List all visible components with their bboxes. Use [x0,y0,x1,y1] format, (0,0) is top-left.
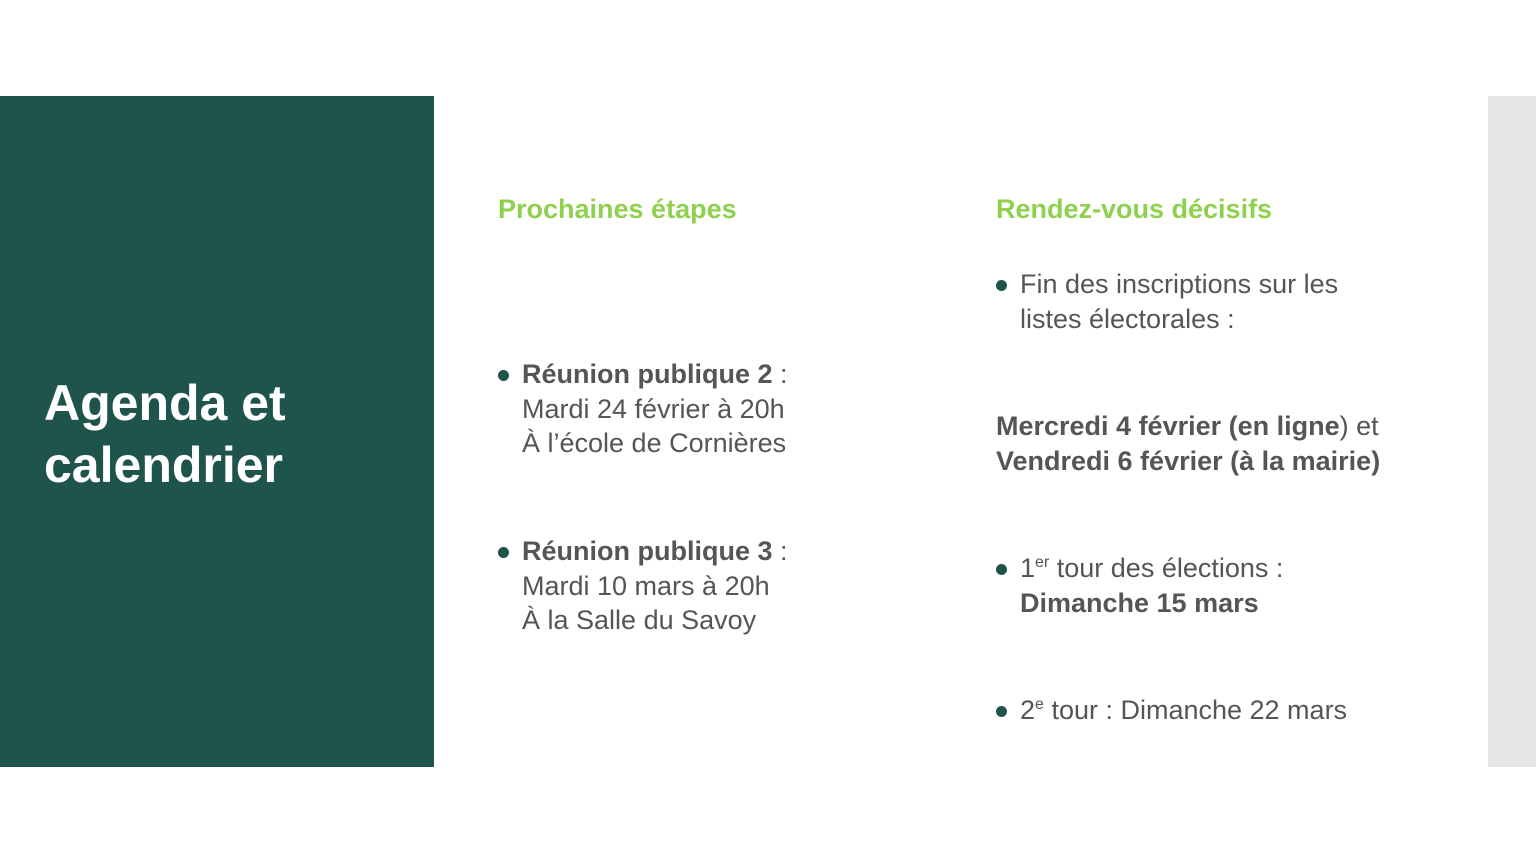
dates-line-1 [996,409,1380,444]
item-place: À la Salle du Savoy [522,605,757,635]
item-line [1020,551,1283,586]
item-line [1020,586,1283,621]
dates-connector: et [1348,411,1379,441]
title-line-2: calendrier [44,437,284,493]
item-place: À l’école de Cornières [522,428,787,458]
slide-title [44,372,424,496]
item-date: Mardi 10 mars à 20h [522,570,770,601]
heading-rendez-vous: Rendez-vous décisifs [996,194,1273,224]
tour-text: tour des élections : [1049,553,1284,583]
list-item-reunion-2 [498,357,788,461]
list-item-premier-tour [996,551,1283,620]
inscription-dates [996,409,1380,478]
item-suffix: : [772,359,788,389]
tour-number: 1 [1020,553,1036,583]
bullet-dot-icon [996,706,1007,717]
bullet-dot-icon [996,564,1007,575]
tour-text: tour : Dimanche 22 mars [1043,695,1348,725]
bullet-dot-icon [498,547,509,558]
right-edge-bar [1488,96,1536,767]
list-item-reunion-3 [498,534,788,638]
tour-number: 2 [1020,695,1036,725]
item-line [1020,693,1347,728]
bullet-dot-icon [996,280,1007,291]
date-online-close: ) [1339,411,1349,441]
tour-ordinal: er [1035,554,1050,571]
tour-date: Dimanche 15 mars [1020,587,1259,618]
item-line: Fin des inscriptions sur les [1020,269,1339,299]
item-suffix: : [772,536,788,566]
date-online: Mercredi 4 février (en ligne [996,411,1340,441]
title-line-1: Agenda et [44,375,286,431]
item-date: Mardi 24 février à 20h [522,393,785,424]
date-mairie: Vendredi 6 février (à la mairie) [996,445,1381,476]
list-item-second-tour [996,693,1347,728]
item-bold-label: Réunion publique 2 [522,359,773,389]
item-line [522,357,788,392]
item-line: listes électorales : [1020,303,1235,334]
item-bold-label: Réunion publique 3 [522,536,773,566]
dates-line-2 [996,444,1380,479]
tour-ordinal: e [1035,696,1044,713]
item-line [522,534,788,569]
heading-prochaines-etapes: Prochaines étapes [498,194,737,224]
bullet-dot-icon [498,370,509,381]
list-item-inscriptions [996,267,1338,336]
